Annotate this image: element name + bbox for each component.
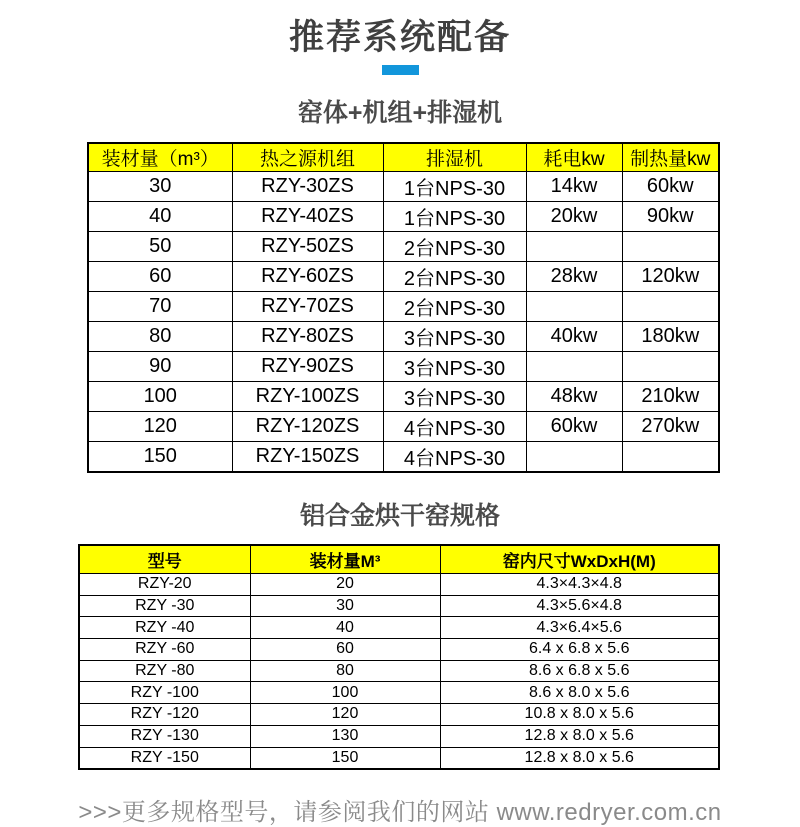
table-cell: 70: [88, 292, 232, 322]
table-cell: 2台NPS-30: [383, 292, 526, 322]
table-row: [79, 660, 719, 682]
table-row: [88, 202, 719, 232]
table-row: [79, 704, 719, 726]
table-cell: 40kw: [526, 322, 622, 352]
column-header: 排湿机: [383, 143, 526, 172]
column-header: 窑内尺寸WxDxH(M): [440, 545, 719, 574]
table-cell: 2台NPS-30: [383, 232, 526, 262]
table-row: [79, 747, 719, 769]
table-cell: 60kw: [622, 172, 719, 202]
column-header: 耗电kw: [526, 143, 622, 172]
table-cell: [526, 232, 622, 262]
table-cell: 1台NPS-30: [383, 202, 526, 232]
table-cell: RZY -150: [79, 747, 250, 769]
table-cell: RZY -60: [79, 639, 250, 661]
table-cell: [526, 442, 622, 473]
table-cell: 270kw: [622, 412, 719, 442]
table-cell: RZY-90ZS: [232, 352, 383, 382]
footer-website-note: >>>更多规格型号，请参阅我们的网站 www.redryer.com.cn: [78, 799, 722, 827]
table-cell: 150: [88, 442, 232, 473]
table-cell: 90kw: [622, 202, 719, 232]
table-cell: 3台NPS-30: [383, 382, 526, 412]
column-header: 热之源机组: [232, 143, 383, 172]
table-row: [79, 574, 719, 596]
table-cell: 4台NPS-30: [383, 442, 526, 473]
table-cell: 210kw: [622, 382, 719, 412]
table-cell: 1台NPS-30: [383, 172, 526, 202]
table-row: [88, 412, 719, 442]
table-cell: RZY -100: [79, 682, 250, 704]
table-row: [88, 442, 719, 473]
table-cell: 20: [250, 574, 440, 596]
table-cell: 8.6 x 6.8 x 5.6: [440, 660, 719, 682]
table-cell: 30: [88, 172, 232, 202]
table-cell: RZY-150ZS: [232, 442, 383, 473]
table-cell: RZY -40: [79, 617, 250, 639]
table-row: [79, 595, 719, 617]
table-cell: 4.3×5.6×4.8: [440, 595, 719, 617]
table-cell: RZY-70ZS: [232, 292, 383, 322]
table-row: [88, 382, 719, 412]
table-cell: RZY -30: [79, 595, 250, 617]
table-row: [88, 322, 719, 352]
table-cell: 100: [250, 682, 440, 704]
table-header-row: [88, 143, 719, 172]
table-cell: 2台NPS-30: [383, 262, 526, 292]
table-row: [88, 292, 719, 322]
table-row: [79, 639, 719, 661]
table-cell: RZY-80ZS: [232, 322, 383, 352]
table-cell: RZY-120ZS: [232, 412, 383, 442]
table-cell: 50: [88, 232, 232, 262]
table-cell: 120kw: [622, 262, 719, 292]
table-cell: [526, 292, 622, 322]
table-cell: 4.3×6.4×5.6: [440, 617, 719, 639]
table-cell: 6.4 x 6.8 x 5.6: [440, 639, 719, 661]
table-cell: 60: [88, 262, 232, 292]
table-row: [79, 682, 719, 704]
table-cell: 4.3×4.3×4.8: [440, 574, 719, 596]
table-cell: 60: [250, 639, 440, 661]
table-row: [88, 262, 719, 292]
table-cell: RZY-50ZS: [232, 232, 383, 262]
table-cell: RZY-30ZS: [232, 172, 383, 202]
kiln-unit-dehumidifier-table: [87, 142, 720, 473]
table-cell: 40: [250, 617, 440, 639]
table-cell: [622, 232, 719, 262]
table-row: [88, 172, 719, 202]
column-header: 型号: [79, 545, 250, 574]
column-header: 装材量（m³）: [88, 143, 232, 172]
table-header-row: [79, 545, 719, 574]
table-cell: [526, 352, 622, 382]
table-row: [79, 725, 719, 747]
table-cell: RZY-100ZS: [232, 382, 383, 412]
table-cell: 8.6 x 8.0 x 5.6: [440, 682, 719, 704]
table-cell: [622, 292, 719, 322]
table-cell: 3台NPS-30: [383, 322, 526, 352]
table-cell: 28kw: [526, 262, 622, 292]
table-row: [88, 232, 719, 262]
aluminum-kiln-spec-table: [78, 544, 720, 770]
section1-subtitle: 窑体+机组+排湿机: [297, 99, 503, 127]
section2-subtitle: 铝合金烘干窑规格: [299, 502, 500, 530]
table-cell: 10.8 x 8.0 x 5.6: [440, 704, 719, 726]
table-cell: 130: [250, 725, 440, 747]
page-title: 推荐系统配备: [288, 18, 511, 57]
table-cell: 90: [88, 352, 232, 382]
table-cell: 120: [250, 704, 440, 726]
table-cell: 20kw: [526, 202, 622, 232]
table-cell: 3台NPS-30: [383, 352, 526, 382]
table-cell: 40: [88, 202, 232, 232]
table-cell: 4台NPS-30: [383, 412, 526, 442]
table-cell: [622, 442, 719, 473]
table-cell: 80: [250, 660, 440, 682]
table-cell: RZY-60ZS: [232, 262, 383, 292]
table-cell: 48kw: [526, 382, 622, 412]
table-cell: 80: [88, 322, 232, 352]
table-cell: RZY-20: [79, 574, 250, 596]
table-cell: 100: [88, 382, 232, 412]
column-header: 制热量kw: [622, 143, 719, 172]
table-cell: 120: [88, 412, 232, 442]
table-cell: [622, 352, 719, 382]
table-cell: 30: [250, 595, 440, 617]
table-cell: RZY -80: [79, 660, 250, 682]
table-cell: RZY -130: [79, 725, 250, 747]
table-cell: RZY -120: [79, 704, 250, 726]
table-cell: 14kw: [526, 172, 622, 202]
table-cell: 12.8 x 8.0 x 5.6: [440, 725, 719, 747]
table-cell: 60kw: [526, 412, 622, 442]
table-row: [88, 352, 719, 382]
title-accent-bar: [382, 65, 419, 75]
table-cell: RZY-40ZS: [232, 202, 383, 232]
table-cell: 12.8 x 8.0 x 5.6: [440, 747, 719, 769]
table-cell: 180kw: [622, 322, 719, 352]
table-row: [79, 617, 719, 639]
table-cell: 150: [250, 747, 440, 769]
column-header: 装材量M³: [250, 545, 440, 574]
